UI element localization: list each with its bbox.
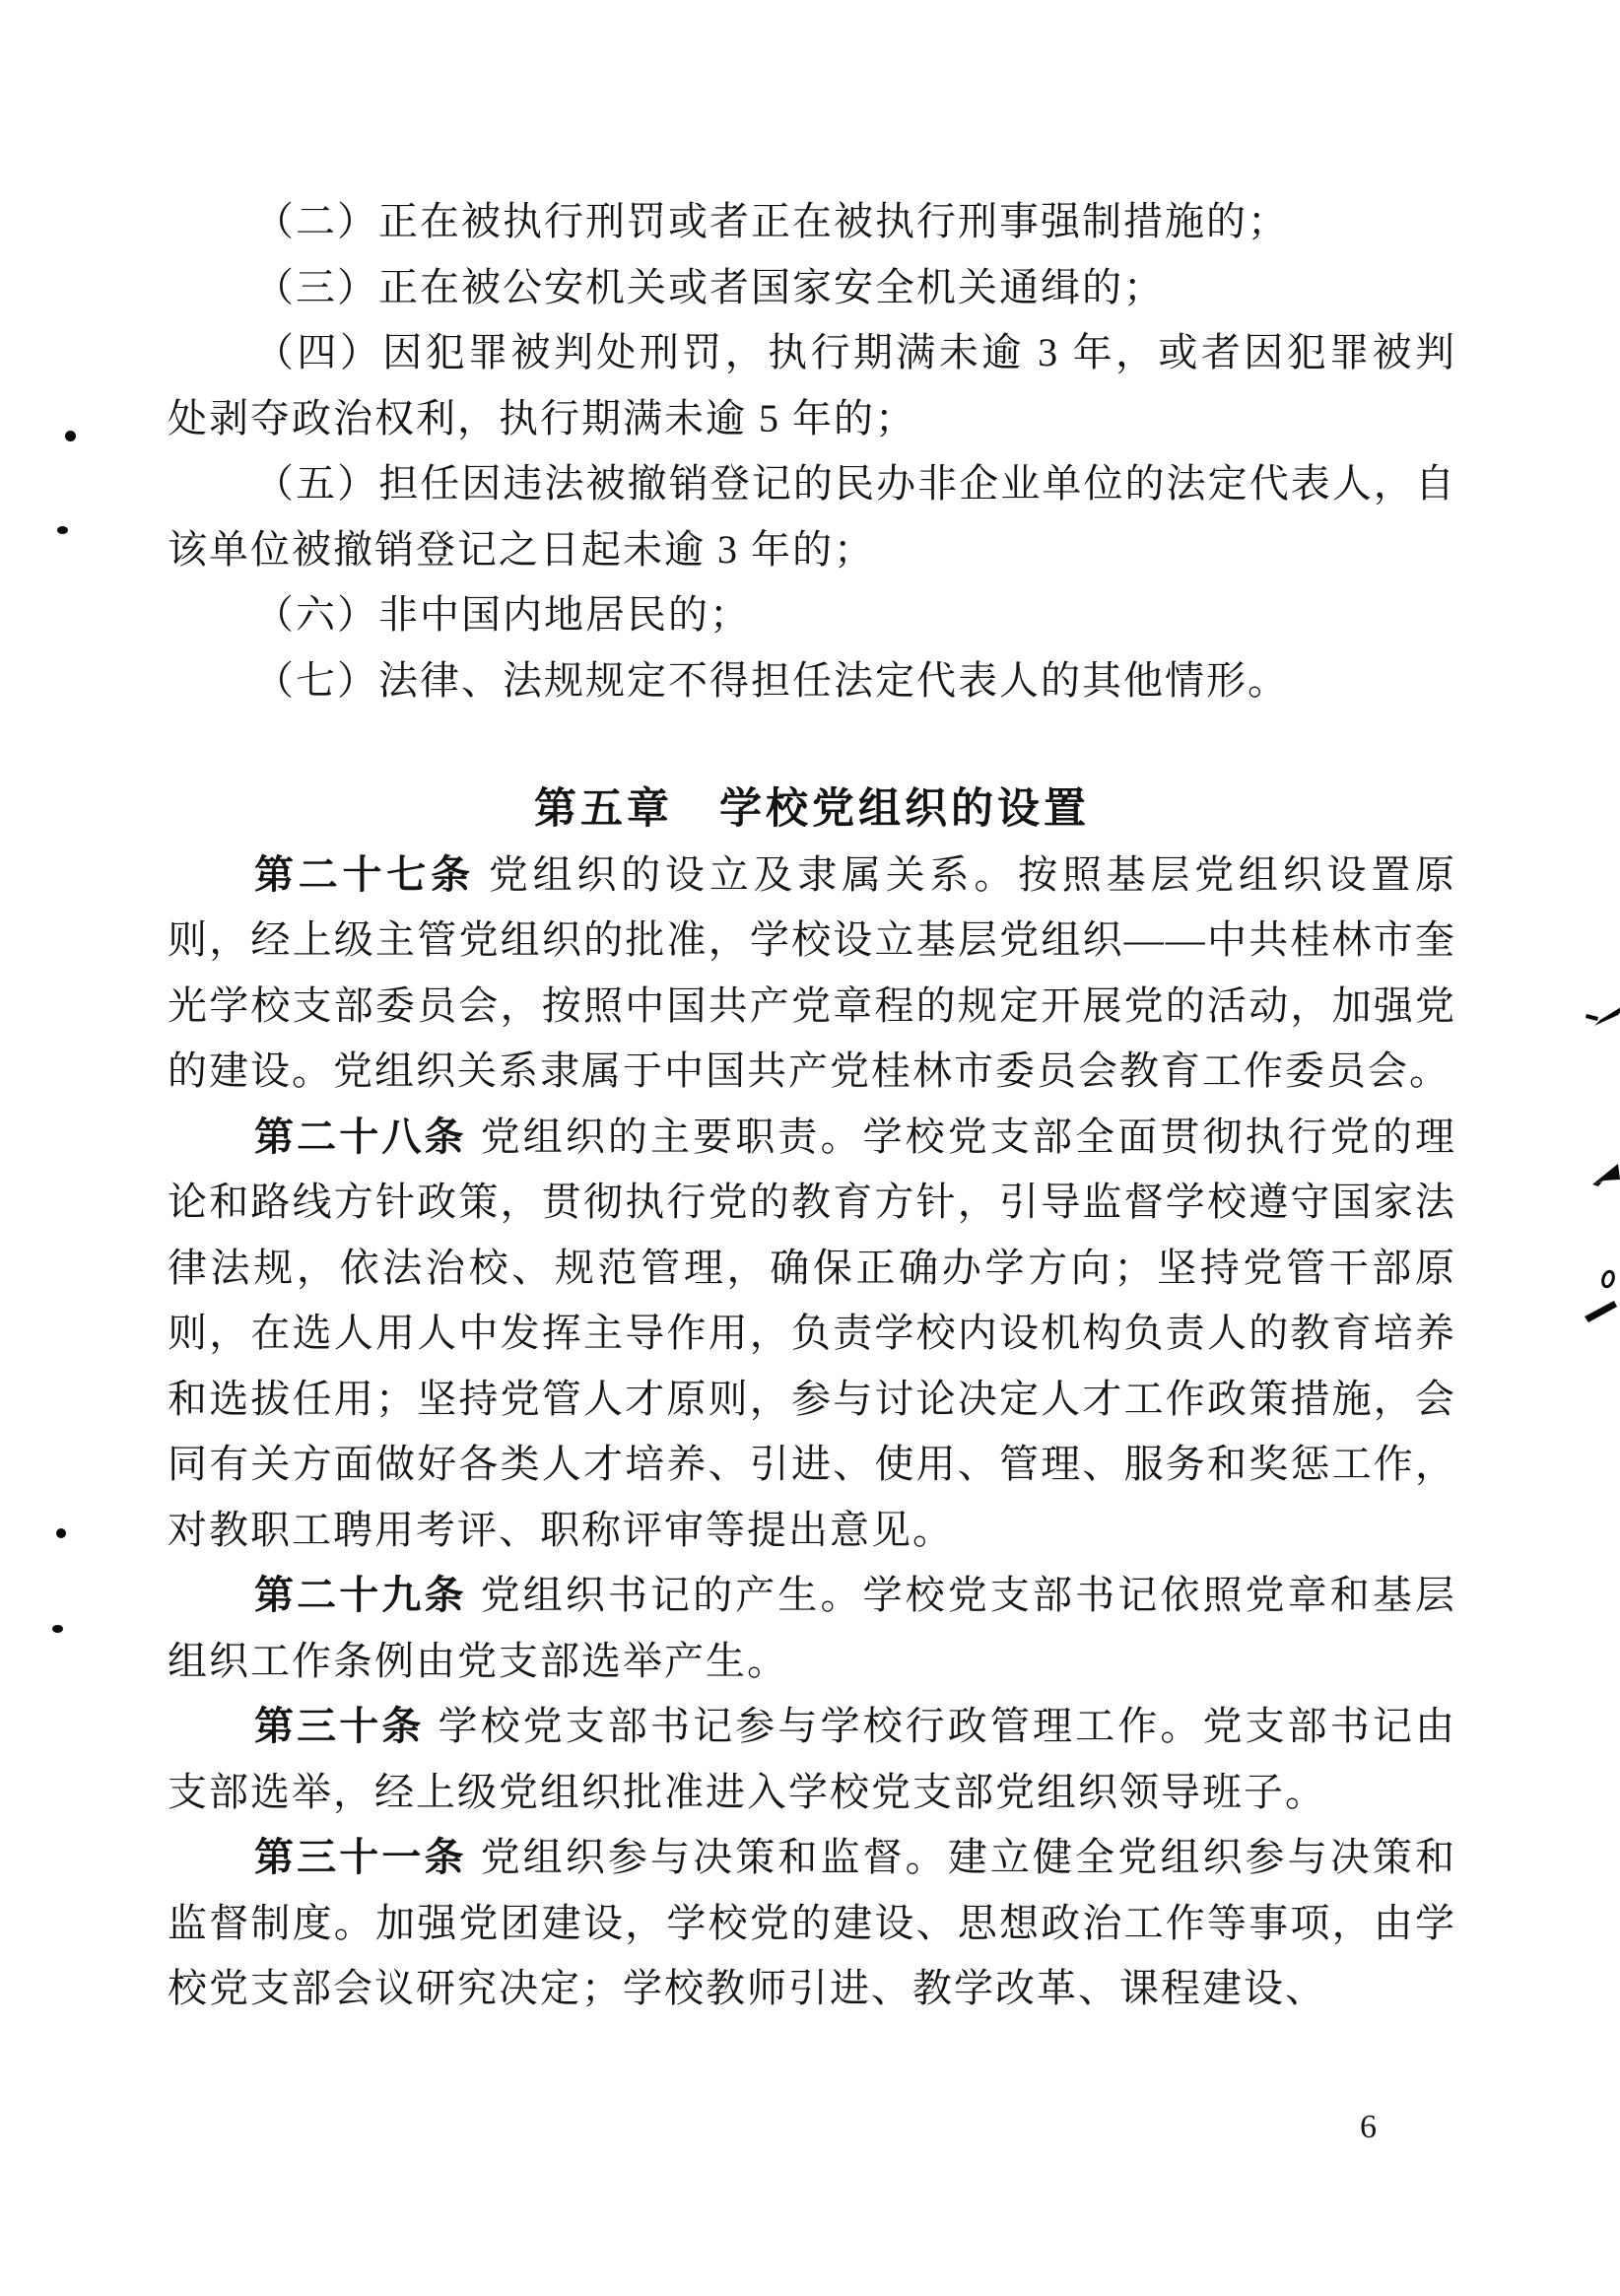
pen-mark-artifact	[1585, 1005, 1620, 1044]
article-paragraph	[168, 843, 1456, 1105]
article-number: 第三十一条	[254, 1835, 467, 1879]
article-paragraph	[168, 1563, 1456, 1694]
scan-dot-artifact	[57, 526, 68, 534]
scan-dot-artifact	[52, 1625, 63, 1633]
chapter-heading: 第五章 学校党组织的设置	[534, 785, 1090, 833]
pen-mark-artifact	[1590, 1161, 1620, 1193]
article-paragraph	[168, 1825, 1456, 2022]
article-text: 党组织书记的产生。学校党支部书记依照党章和基层组织工作条例由党支部选举产生。	[168, 1573, 1457, 1683]
scan-dot-artifact	[56, 1528, 66, 1538]
article-text: 党组织的设立及隶属关系。按照基层党组织设置原则，经上级主管党组织的批准，学校设立基层党组织——中共桂林市奎光学校支部委员会，按照中国共产党章程的规定开展党的活动，加强党的建设。党组织关系隶属于中国共产党桂林市委员会教育工作委员会。	[168, 851, 1457, 1093]
clause-paragraph: （七）法律、法规规定不得担任法定代表人的其他情形。	[254, 657, 1289, 703]
pen-mark-artifact	[1583, 1269, 1620, 1329]
article-text: 党组织的主要职责。学校党支部全面贯彻执行党的理论和路线方针政策，贯彻执行党的教育方针，引导监督学校遵守国家法律法规，依法治校、规范管理，确保正确办学方向；坚持党管干部原则，在选人用人中发挥主导作用，负责学校内设机构负责人的教育培养和选拔任用；坚持党管人才原则，参与讨论决定人才工作政策措施，会同有关方面做好各类人才培养、引进、使用、管理、服务和奖惩工作，对教职工聘用考评、职称评审等提出意见。	[168, 1114, 1457, 1552]
article-text: 党组织参与决策和监督。建立健全党组织参与决策和监督制度。加强党团建设，学校党的建设、思想政治工作等事项，由学校党支部会议研究决定；学校教师引进、教学改革、课程建设、	[168, 1835, 1457, 2010]
article-number: 第二十七条	[254, 851, 475, 897]
document-body	[168, 189, 1456, 2022]
clause-paragraph: （五）担任因违法被撤销登记的民办非企业单位的法定代表人，自该单位被撤销登记之日起未逾 3 年的；	[168, 461, 1456, 572]
clause-paragraph: （三）正在被公安机关或者国家安全机关通缉的；	[254, 264, 1165, 309]
scan-dot-artifact	[65, 431, 76, 441]
article-number: 第二十八条	[254, 1114, 467, 1159]
article-text: 学校党支部书记参与学校行政管理工作。党支部书记由支部选举，经上级党组织批准进入学校党支部党组织领导班子。	[168, 1704, 1457, 1814]
article-paragraph	[168, 1694, 1456, 1825]
clause-paragraph: （四）因犯罪被判处刑罚，执行期满未逾 3 年，或者因犯罪被判处剥夺政治权利，执行期满未逾 5 年的；	[168, 330, 1456, 440]
article-number: 第三十条	[254, 1704, 425, 1748]
article-paragraph	[168, 1105, 1456, 1564]
article-number: 第二十九条	[254, 1573, 467, 1617]
clause-paragraph: （二）正在被执行刑罚或者正在被执行刑事强制措施的；	[254, 199, 1289, 243]
page-number: 6	[1360, 2109, 1377, 2145]
clause-paragraph: （六）非中国内地居民的；	[254, 592, 751, 637]
